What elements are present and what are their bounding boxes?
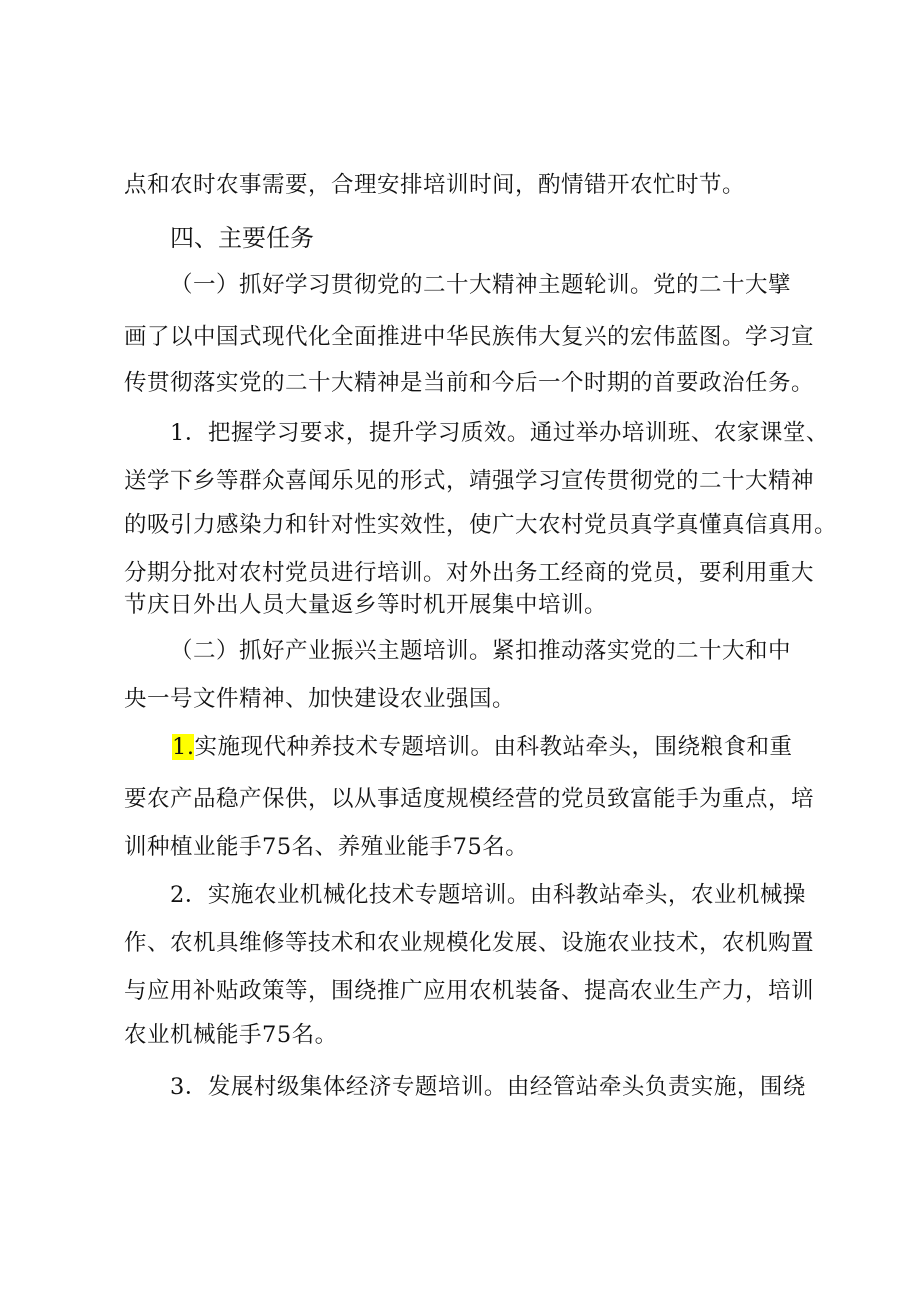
paragraph-line: 3．发展村级集体经济专题培训。由经管站牵头负责实施，围绕 xyxy=(170,1074,806,1100)
paragraph-line: （二）抓好产业振兴主题培训。紧扣推动落实党的二十大和中 xyxy=(170,638,792,664)
paragraph-line: 训种植业能手75名、养殖业能手75名。 xyxy=(124,834,529,860)
paragraph-line: 分期分批对农村党员进行培训。对外出务工经商的党员，要利用重大 xyxy=(124,560,815,586)
paragraph-line: 2．实施农业机械化技术专题培训。由科教站牵头，农业机械操 xyxy=(170,882,806,908)
paragraph-line: 央一号文件精神、加快建设农业强国。 xyxy=(124,686,516,712)
paragraph-line: 画了以中国式现代化全面推进中华民族伟大复兴的宏伟蓝图。学习宣 xyxy=(124,324,815,350)
line-text: 实施现代种养技术专题培训。由科教站牵头，围绕粮食和重 xyxy=(194,734,793,760)
paragraph-line: 节庆日外出人员大量返乡等时机开展集中培训。 xyxy=(124,592,608,618)
paragraph-line: 要农产品稳产保供，以从事适度规模经营的党员致富能手为重点，培 xyxy=(124,786,815,812)
paragraph-line: 送学下乡等群众喜闻乐见的形式，靖强学习宣传贯彻党的二十大精神 xyxy=(124,468,815,494)
paragraph-line: （一）抓好学习贯彻党的二十大精神主题轮训。党的二十大擘 xyxy=(170,272,792,298)
paragraph-line: 传贯彻落实党的二十大精神是当前和今后一个时期的首要政治任务。 xyxy=(124,370,815,396)
section-heading: 四、主要任务 xyxy=(170,224,314,252)
paragraph-line: 1．把握学习要求，提升学习质效。通过举办培训班、农家课堂、 xyxy=(170,420,829,446)
highlighted-number: 1. xyxy=(172,734,195,760)
paragraph-line: 的吸引力感染力和针对性实效性，使广大农村党员真学真懂真信真用。 xyxy=(124,512,838,538)
paragraph-line: 与应用补贴政策等，围绕推广应用农机装备、提高农业生产力，培训 xyxy=(124,978,815,1004)
paragraph-line: 农业机械能手75名。 xyxy=(124,1022,338,1048)
paragraph-line: 作、农机具维修等技术和农业规模化发展、设施农业技术，农机购置 xyxy=(124,930,815,956)
paragraph-line: 点和农时农事需要，合理安排培训时间，酌情错开农忙时节。 xyxy=(124,172,746,198)
paragraph-line xyxy=(172,732,814,762)
